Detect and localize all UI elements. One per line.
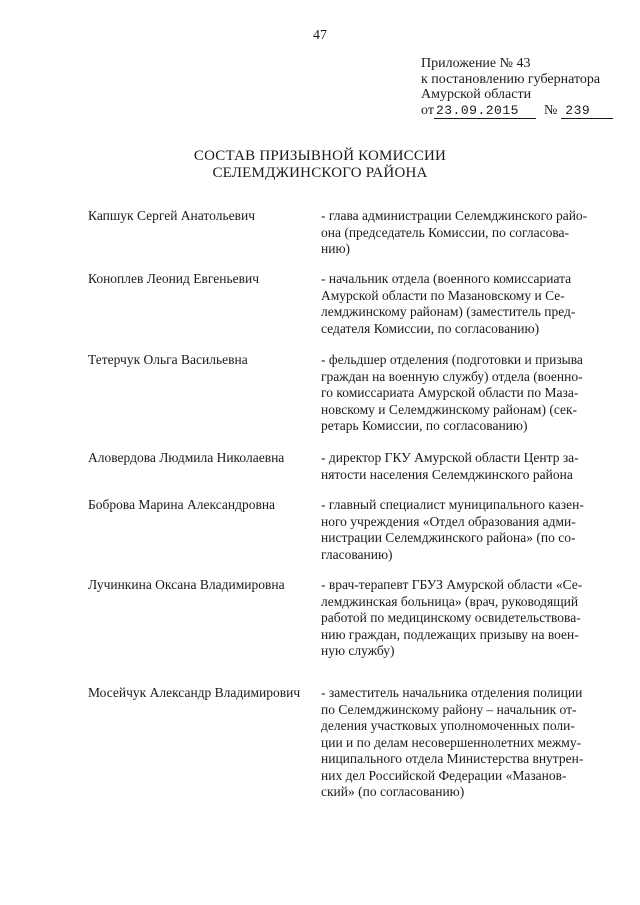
- member-row: [88, 450, 608, 497]
- member-row: [88, 497, 608, 577]
- appendix-decree-ref: к постановлению губернатора: [421, 71, 601, 87]
- decree-date-number: [421, 103, 613, 120]
- member-row: [88, 271, 608, 352]
- member-name: Мосейчук Александр Владимирович: [88, 685, 301, 700]
- document-title: [0, 148, 640, 182]
- member-row: [88, 685, 608, 801]
- member-role: - врач-терапевт ГБУЗ Амурской области «Се- лемджинская больница» (врач, руководящий работой по медицинскому освидетельствова- нию граждан, подлежащих призыву на воен- ную службу): [321, 577, 583, 658]
- member-role: - глава администрации Селемджинского райо- она (председатель Комиссии, по согласова- нию): [321, 208, 588, 256]
- page-number: 47: [313, 28, 327, 43]
- member-row: [88, 352, 608, 450]
- member-name: Тетерчук Ольга Васильевна: [88, 352, 248, 367]
- appendix-header: [421, 56, 613, 119]
- commission-members-list: [88, 208, 608, 801]
- member-row: [88, 577, 608, 685]
- title-line-1: СОСТАВ ПРИЗЫВНОЙ КОМИССИИ: [193, 148, 447, 164]
- member-name: Капшук Сергей Анатольевич: [88, 208, 255, 223]
- member-role: - начальник отдела (военного комиссариата Амурской области по Мазановскому и Се- лемджинскому районам) (заместитель пред- седателя Комиссии, по согласованию): [321, 271, 576, 336]
- decree-number: 239: [561, 103, 613, 120]
- member-name: Лучинкина Оксана Владимировна: [88, 577, 285, 592]
- member-row: [88, 208, 608, 271]
- member-name: Аловердова Людмила Николаевна: [88, 450, 285, 465]
- member-name: Коноплев Леонид Евгеньевич: [88, 271, 259, 286]
- member-role: - главный специалист муниципального казен- ного учреждения «Отдел образования адми- нистрации Селемджинского района» (по со- гласованию): [321, 497, 584, 562]
- appendix-region: Амурской области: [421, 87, 532, 102]
- member-role: - директор ГКУ Амурской области Центр за- нятости населения Селемджинского района: [321, 450, 579, 482]
- member-role: - фельдшер отделения (подготовки и призыва граждан на военную службу) отдела (военно- го комиссариата Амурской области по Маза- новскому и Селемджинскому районам) (сек- ретарь Комиссии, по согласованию): [321, 352, 583, 433]
- number-label: №: [543, 102, 558, 118]
- member-name: Боброва Марина Александровна: [88, 497, 276, 512]
- appendix-title: Приложение № 43: [421, 56, 531, 71]
- decree-date: 23.09.2015: [434, 103, 536, 120]
- member-role: - заместитель начальника отделения полиции по Селемджинскому району – начальник от- деления участковых уполномоченных поли- ции и по делам несовершеннолетних межму- ниципального отдела Министерства внутрен- них дел Российской Федерации «Мазанов- ский» (по согласованию): [321, 685, 584, 799]
- title-line-2: СЕЛЕМДЖИНСКОГО РАЙОНА: [212, 165, 428, 181]
- date-prefix: от: [421, 102, 434, 118]
